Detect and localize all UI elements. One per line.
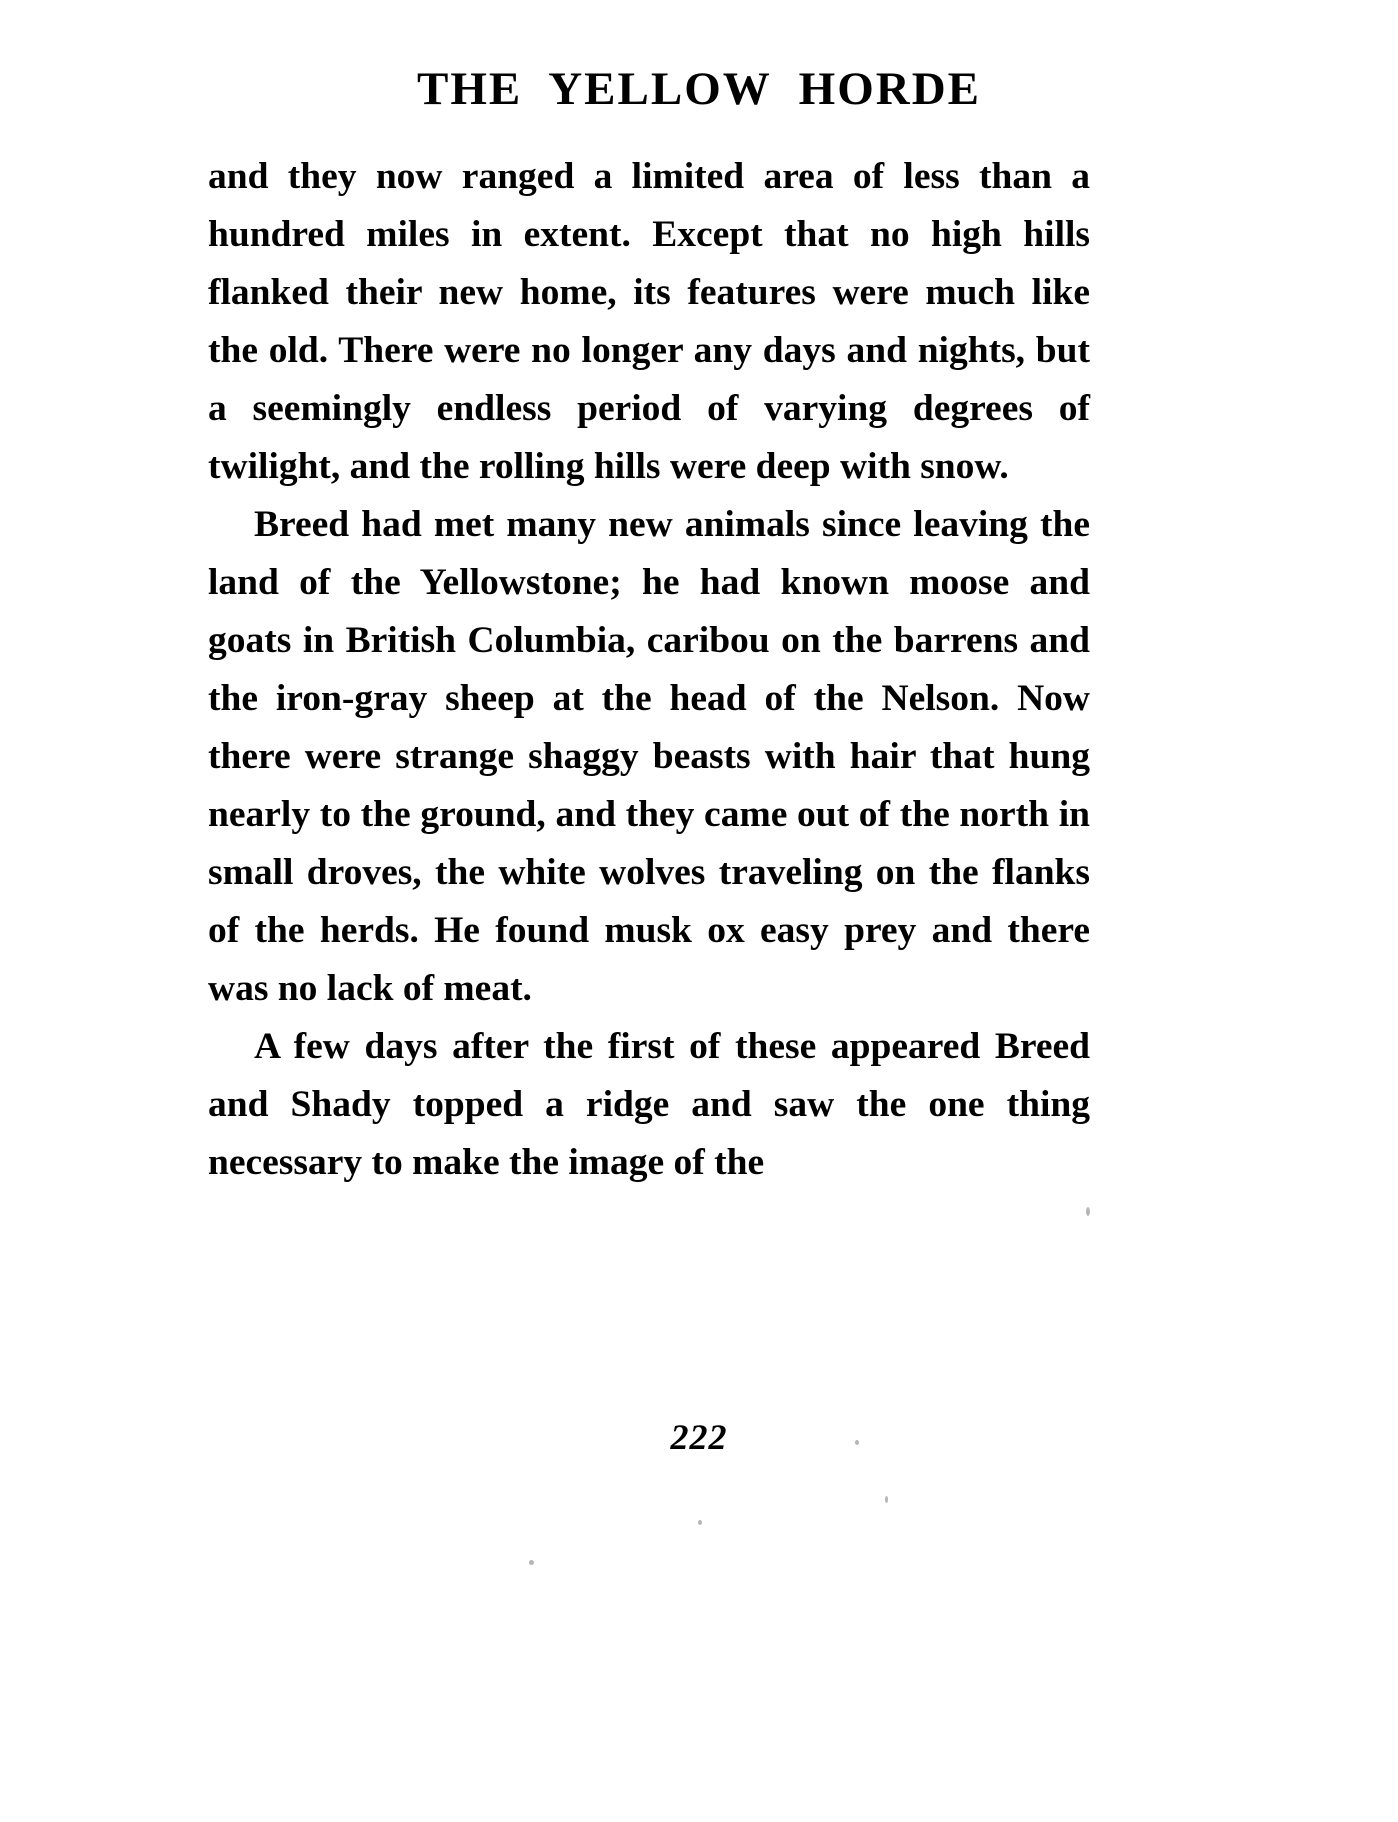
body-text (208, 148, 1090, 1192)
paper-speck (1086, 1207, 1090, 1216)
paper-speck (529, 1560, 534, 1565)
paragraph: and they now ranged a limited area of less than a hundred miles in extent. Except that no high hills flanked their new home, its features were much like the old. There were no longer any days and nights, but a seemingly endless period of varying degrees of twilight, and the rolling hills were deep with snow. (208, 156, 1090, 487)
paper-speck (855, 1440, 859, 1445)
paragraph: A few days after the first of these appeared Breed and Shady topped a ridge and saw the one thing necessary to make the image of the (208, 1026, 1090, 1183)
page-number: 222 (670, 1417, 728, 1457)
page-running-head: THE YELLOW HORDE (416, 63, 982, 115)
paper-speck (698, 1520, 702, 1525)
paper-speck (885, 1496, 888, 1503)
paragraph: Breed had met many new animals since leaving the land of the Yellowstone; he had known moose and goats in British Columbia, caribou on the barrens and the iron-gray sheep at the head of the Nelson. Now there were strange shaggy beasts with hair that hung nearly to the ground, and they came out of the north in small droves, the white wolves traveling on the flanks of the herds. He found musk ox easy prey and there was no lack of meat. (208, 504, 1090, 1009)
